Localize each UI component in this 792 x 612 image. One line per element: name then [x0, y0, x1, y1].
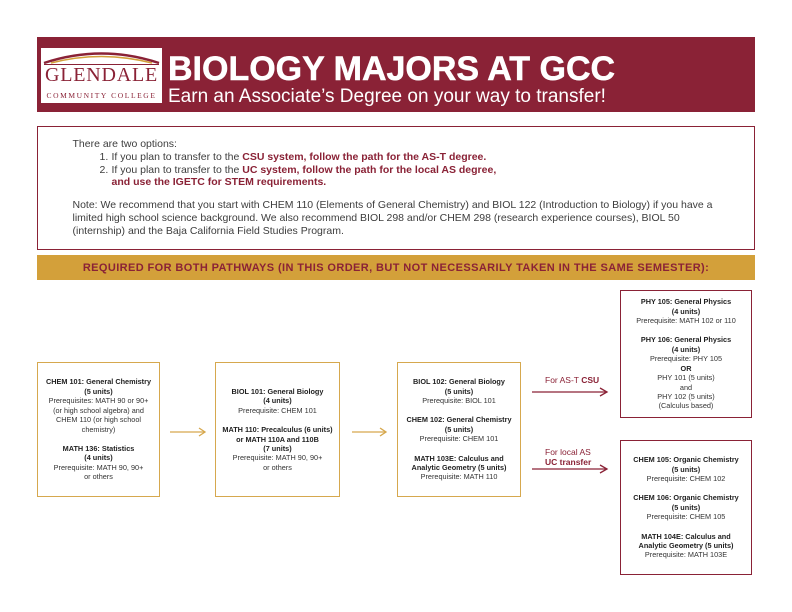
course-title: PHY 105: General Physics: [640, 297, 732, 307]
course-units: (4 units): [84, 453, 113, 463]
arrow-box1-to-box2-icon: [170, 428, 205, 436]
course-title: MATH 110: Precalculus (6 units) or MATH 110A and 110B: [222, 425, 333, 444]
option-item-uc: [100, 164, 735, 177]
course-block: [41, 377, 156, 433]
option-number: 2.: [99, 163, 109, 176]
logo-college-name: GLENDALE: [44, 64, 159, 86]
options-list: [100, 151, 735, 189]
uc-label-text: For local AS: [545, 447, 591, 457]
option-highlight: CSU system, follow the path for the AS-T degree.: [242, 150, 487, 163]
course-prerequisite: Prerequisite: MATH 102 or 110: [636, 316, 736, 326]
course-title: BIOL 101: General Biology: [231, 386, 324, 396]
course-title: CHEM 101: General Chemistry: [45, 377, 152, 387]
course-block: [624, 335, 748, 410]
course-block: [401, 454, 517, 482]
course-block: [41, 444, 156, 482]
course-prerequisite: Prerequisite: MATH 90, 90+ or others: [232, 453, 323, 472]
alternative-or: OR: [680, 363, 692, 373]
course-prerequisite: Prerequisites: MATH 90 or 90+ (or high school algebra) and CHEM 110 (or high school chemistry): [48, 396, 149, 434]
option-item-csu: [100, 151, 735, 164]
alternative-line: PHY 101 (5 units): [657, 373, 715, 383]
option-highlight: UC system, follow the path for the local AS degree,: [242, 163, 497, 176]
course-prerequisite: Prerequisite: PHY 105: [649, 354, 723, 364]
course-units: (5 units): [671, 464, 701, 474]
course-title: CHEM 105: Organic Chemistry: [633, 455, 739, 465]
banner-text: REQUIRED FOR BOTH PATHWAYS (IN THIS ORDER, BUT NOT NECESSARILY TAKEN IN THE SAME SEMESTER):: [82, 261, 710, 274]
arrow-to-csu-icon: [532, 388, 607, 396]
required-pathways-banner: [37, 255, 755, 280]
header-banner: [37, 37, 755, 112]
course-units: (5 units): [444, 386, 474, 396]
course-units: (5 units): [84, 386, 113, 396]
alternative-line: PHY 102 (5 units): [657, 391, 715, 401]
course-title: MATH 104E: Calculus and Analytic Geometry (5 units): [638, 531, 734, 551]
course-block: [219, 387, 336, 415]
course-prerequisite: Prerequisite: MATH 110: [420, 472, 498, 482]
csu-label-text: For AS-T: [545, 375, 579, 385]
course-prerequisite: Prerequisite: CHEM 101: [419, 434, 499, 444]
course-prerequisite: Prerequisite: CHEM 101: [238, 405, 317, 415]
course-prerequisite: Prerequisite: BIOL 101: [422, 395, 496, 405]
course-title: CHEM 102: General Chemistry: [406, 415, 512, 425]
course-block: [624, 297, 748, 325]
uc-course-box: [620, 440, 752, 575]
course-units: (4 units): [263, 396, 292, 406]
page-subtitle: Earn an Associate’s Degree on your way to transfer!: [168, 86, 606, 107]
course-title: BIOL 102: General Biology: [413, 377, 505, 387]
option-text: If you plan to transfer to the: [111, 150, 240, 163]
option-number: 1.: [99, 150, 109, 163]
csu-label-strong: CSU: [581, 375, 600, 385]
course-prerequisite: Prerequisite: CHEM 102: [646, 473, 726, 483]
required-course-box-2: [215, 362, 340, 497]
course-block: [624, 455, 748, 483]
course-title: MATH 136: Statistics: [62, 443, 135, 453]
course-prerequisite: Prerequisite: CHEM 105: [646, 512, 726, 522]
uc-label-strong: UC transfer: [545, 457, 592, 467]
required-course-box-3: [397, 362, 521, 497]
course-units: (7 units): [263, 443, 292, 453]
options-intro: There are two options:: [72, 138, 177, 150]
alternative-line: (Calculus based): [658, 401, 714, 411]
page-title: BIOLOGY MAJORS AT GCC: [168, 50, 616, 88]
options-box: [37, 126, 755, 250]
course-units: (4 units): [671, 306, 701, 316]
course-title: PHY 106: General Physics: [640, 335, 732, 345]
course-block: [401, 377, 517, 405]
course-units: (5 units): [444, 424, 474, 434]
course-title: CHEM 106: Organic Chemistry: [633, 493, 739, 503]
course-units: (5 units): [671, 502, 701, 512]
uc-pathway-label: [545, 447, 591, 467]
logo-college-subname: COMMUNITY COLLEGE: [46, 91, 157, 100]
required-course-box-1: [37, 362, 160, 497]
course-block: [401, 415, 517, 443]
course-prerequisite: Prerequisite: MATH 103E: [644, 550, 728, 560]
course-prerequisite: Prerequisite: MATH 90, 90+ or others: [53, 462, 144, 482]
college-logo: [41, 48, 162, 103]
csu-pathway-label: [545, 375, 599, 385]
course-block: [624, 532, 748, 560]
course-block: [219, 425, 336, 472]
alternative-line: and: [679, 382, 693, 392]
course-title: MATH 103E: Calculus and Analytic Geometry (5 units): [411, 453, 507, 473]
course-block: [624, 493, 748, 521]
recommendation-note: Note: We recommend that you start with CHEM 110 (Elements of General Chemistry) and BIOL 122 (Introduction to Biology) if you have a limited high school science background. We also recommend BIOL 298 and/or CHEM 298 (research experience courses), BIOL 50 (internship) and the Baja California Field Studies Program.: [72, 199, 713, 237]
arrow-box2-to-box3-icon: [352, 428, 386, 436]
course-units: (4 units): [671, 344, 701, 354]
option-text: If you plan to transfer to the: [111, 163, 240, 176]
option-continuation: and use the IGETC for STEM requirements.: [111, 176, 327, 189]
csu-course-box: [620, 290, 752, 418]
